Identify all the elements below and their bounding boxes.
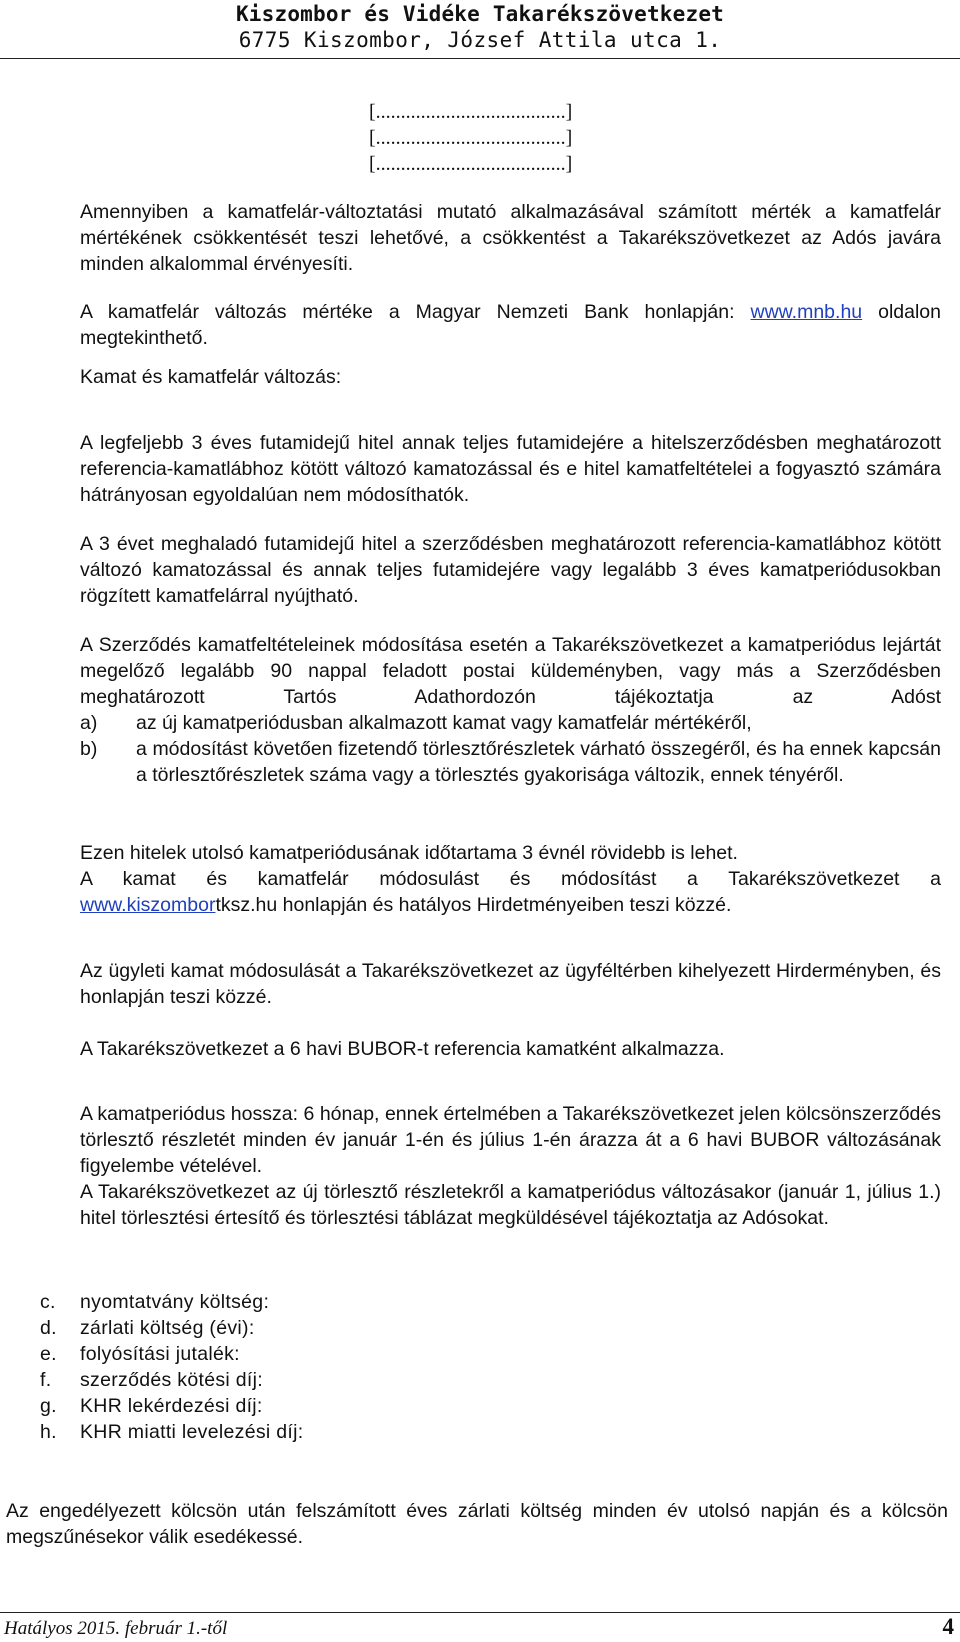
paragraph-publication-link (80, 892, 941, 918)
fee-label: szerződés kötési díj: (80, 1369, 263, 1391)
paragraph-bubor: A Takarékszövetkezet a 6 havi BUBOR-t referencia kamatként alkalmazza. (80, 1038, 725, 1060)
list-marker: a) (80, 712, 98, 734)
paragraph-long-term-loans: A 3 évet meghaladó futamidejű hitel a szerződésben meghatározott referencia-kamatlábhoz kötött változó kamatozással és annak teljes futamidejére vagy legalább 3 éves kamatperiódusokban rögzített kamatfelárral nyújtható. (80, 533, 941, 607)
fee-marker: f. (40, 1369, 52, 1391)
paragraph-rate-reduction: Amennyiben a kamatfelár-változtatási mutató alkalmazásával számított mérték a kamatfelár mértékének csökkentését teszi lehetővé, a csökkentést a Takarékszövetkezet az Adós javára minden alkalommal érvényesíti. (80, 201, 941, 275)
institution-name: Kiszombor és Vidéke Takarékszövetkezet (235, 2, 725, 26)
fee-item (34, 1289, 303, 1315)
list-marker: b) (80, 738, 98, 760)
page-footer (0, 1612, 960, 1641)
fee-item (34, 1315, 303, 1341)
notification-list (80, 710, 941, 788)
paragraph-mnb-end: oldalon megtekinthető. (80, 301, 941, 349)
paragraph-short-term-loans: A legfeljebb 3 éves futamidejű hitel annak teljes futamidejére a hitelszerződésben meghatározott referencia-kamatlábhoz kötött változó kamatozással és e hitel kamatfeltételei a fogyasztó számára hátrányosan egyoldalúan nem módosíthatók. (80, 432, 941, 506)
list-item-text: a módosítást követően fizetendő törlesztőrészletek várható összegéről, és ha ennek kapcsán a törlesztőrészletek száma vagy a törlesztés gyakorisága változik, ennek tényéről. (136, 738, 941, 786)
paragraph-announcement: Az ügyleti kamat módosulását a Takarékszövetkezet az ügyféltérben kihelyezett Hirderményben, és honlapján teszi közzé. (80, 960, 941, 1008)
placeholder-line: [......................................] (369, 153, 573, 175)
kiszombor-link[interactable]: www.kiszombor (80, 894, 216, 916)
fee-label: zárlati költség (évi): (80, 1317, 255, 1339)
fee-marker: g. (40, 1395, 57, 1417)
fee-item (34, 1393, 303, 1419)
fee-marker: e. (40, 1343, 57, 1365)
closing-paragraph: Az engedélyezett kölcsön után felszámított éves zárlati költség minden év utolsó napján és a kölcsön megszűnésekor válik esedékessé. (6, 1500, 948, 1548)
section-heading: Kamat és kamatfelár változás: (80, 366, 342, 388)
effective-date: Hatályos 2015. február 1.-től (4, 1618, 228, 1639)
fee-label: nyomtatvány költség: (80, 1291, 270, 1313)
paragraph-mnb-text: A kamatfelár változás mértéke a Magyar Nemzeti Bank honlapján: (80, 301, 751, 323)
fee-item (34, 1367, 303, 1393)
page-number: 4 (942, 1614, 954, 1639)
paragraph-period-length: A kamatperiódus hossza: 6 hónap, ennek értelmében a Takarékszövetkezet jelen kölcsönszerződés törlesztő részletét minden év január 1-én és július 1-én árazza át a 6 havi BUBOR változásának figyelembe vételével. (80, 1103, 941, 1177)
fee-item (34, 1419, 303, 1445)
list-item (80, 736, 941, 788)
publication-end: tksz.hu honlapján és hatályos Hirdetményeiben teszi közzé. (215, 894, 732, 916)
fee-label: KHR miatti levelezési díj: (80, 1421, 304, 1443)
paragraph-last-period: Ezen hitelek utolsó kamatperiódusának időtartama 3 évnél rövidebb is lehet. (80, 842, 738, 864)
fee-label: KHR lekérdezési díj: (80, 1395, 263, 1417)
fee-marker: d. (40, 1317, 57, 1339)
fee-marker: h. (40, 1421, 57, 1443)
list-item-text: az új kamatperiódusban alkalmazott kamat vagy kamatfelár mértékéről, (136, 712, 752, 734)
paragraph-publication: A kamat és kamatfelár módosulást és módosítást a Takarékszövetkezet a (80, 868, 941, 890)
placeholder-line: [......................................] (369, 101, 573, 123)
page-header (0, 0, 960, 59)
fee-marker: c. (40, 1291, 56, 1313)
paragraph-mnb-reference (80, 299, 941, 351)
fee-label: folyósítási jutalék: (80, 1343, 240, 1365)
fee-item (34, 1341, 303, 1367)
list-item (80, 710, 941, 736)
institution-address: 6775 Kiszombor, József Attila utca 1. (238, 28, 722, 52)
placeholder-lines (369, 99, 572, 177)
paragraph-installment-info: A Takarékszövetkezet az új törlesztő részletekről a kamatperiódus változásakor (január 1, július 1.) hitel törlesztési értesítő és törlesztési táblázat megküldésével tájékoztatja az Adósokat. (80, 1181, 941, 1229)
paragraph-notification: A Szerződés kamatfeltételeinek módosítása esetén a Takarékszövetkezet a kamatperiódus lejártát megelőző legalább 90 nappal feladott postai küldeményben, vagy más a Szerződésben meghatározott Tartós Adathordozón tájékoztatja az Adóst (80, 634, 941, 708)
placeholder-line: [......................................] (369, 127, 573, 149)
mnb-link[interactable]: www.mnb.hu (750, 301, 863, 323)
fee-list (34, 1289, 303, 1445)
